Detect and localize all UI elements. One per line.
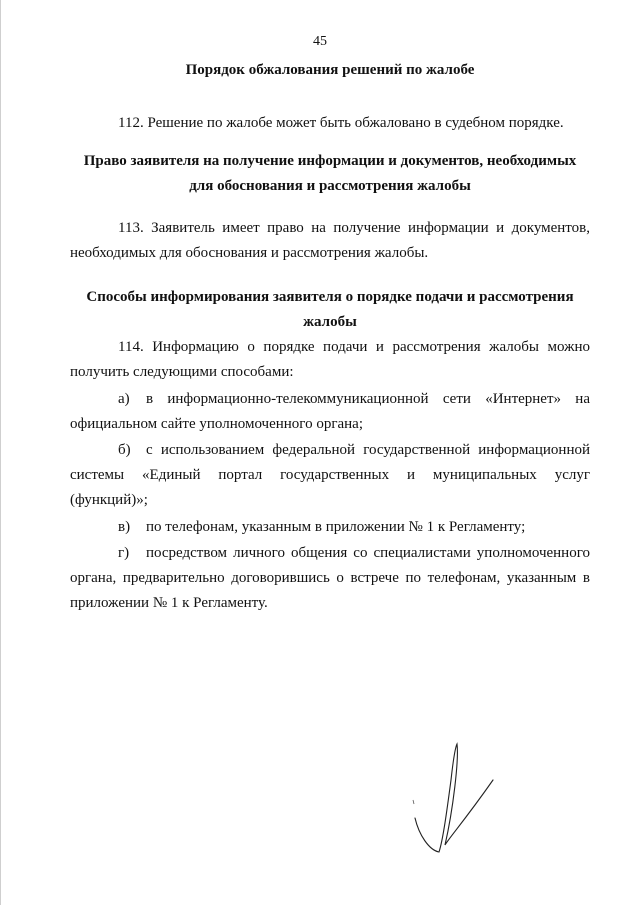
section-heading-appeal: Порядок обжалования решений по жалобе	[185, 62, 475, 78]
list-item-line: органа, предварительно договорившись о встрече по телефонам, указанным в	[70, 570, 590, 586]
paragraph-112	[70, 111, 590, 136]
paragraph-114-line1: 114. Информацию о порядке подачи и рассмотрения жалобы можно	[118, 339, 590, 355]
paragraph-112-text: 112. Решение по жалобе может быть обжаловано в судебном порядке.	[118, 115, 564, 131]
paragraph-114-line2: получить следующими способами:	[70, 364, 294, 380]
handwritten-signature	[405, 740, 505, 860]
list-item-text: по телефонам, указанным в приложении № 1 к Регламенту;	[146, 519, 526, 535]
paragraph-113-line2: необходимых для обоснования и рассмотрения жалобы.	[70, 245, 429, 261]
list-item-g	[70, 541, 590, 616]
list-item-line	[70, 541, 590, 566]
list-marker: а)	[118, 391, 130, 407]
list-item-v	[70, 515, 590, 540]
list-marker: б)	[118, 442, 131, 458]
list-item-b	[70, 438, 590, 513]
list-item-text: в информационно-телекоммуникационной сети «Интернет» на	[146, 391, 590, 407]
section-heading-methods	[70, 285, 590, 335]
list-item-text: посредством личного общения со специалистами уполномоченного	[146, 545, 590, 561]
heading-line: жалобы	[303, 314, 357, 330]
list-item-line	[70, 515, 590, 540]
list-item-text: с использованием федеральной государственной информационной	[146, 442, 590, 458]
list-marker: в)	[118, 519, 131, 535]
list-item-line	[70, 387, 590, 412]
list-item-line: (функций)»;	[70, 492, 148, 508]
heading-line: Право заявителя на получение информации и документов, необходимых	[83, 153, 577, 169]
heading-line: Способы информирования заявителя о порядке подачи и рассмотрения	[86, 289, 574, 305]
list-item-line: системы «Единый портал государственных и муниципальных услуг	[70, 467, 590, 483]
list-item-line: приложении № 1 к Регламенту.	[70, 595, 268, 611]
paragraph-line	[70, 216, 590, 241]
list-item-line	[70, 438, 590, 463]
list-item-line: официальном сайте уполномоченного органа;	[70, 416, 363, 432]
paragraph-line	[70, 335, 590, 360]
paragraph-113-line1: 113. Заявитель имеет право на получение информации и документов,	[118, 220, 590, 236]
section-heading-rights	[70, 149, 590, 199]
heading-line: для обоснования и рассмотрения жалобы	[189, 178, 471, 194]
page-number: 45	[313, 34, 327, 49]
paragraph-113	[70, 216, 590, 266]
scan-edge-line	[0, 0, 1, 905]
list-marker: г)	[118, 545, 130, 561]
paragraph-114	[70, 335, 590, 385]
list-item-a	[70, 387, 590, 437]
